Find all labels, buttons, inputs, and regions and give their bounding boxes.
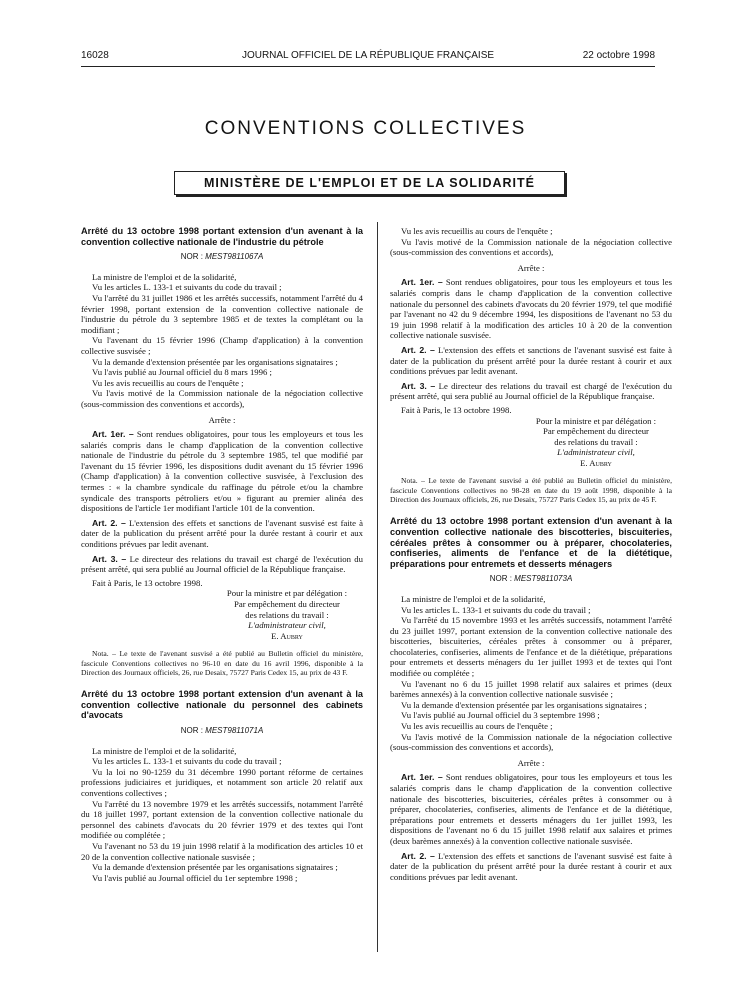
paragraph: Vu l'arrêté du 31 juillet 1986 et les arrêtés successifs, notamment l'arrêté du 4 février 1998, portant extension de la convention collective nationale de l'industrie du pétrole du 3 septembre 1985 et de textes la complétant ou la modifiant ; [81,292,363,335]
paragraph: Vu l'arrêté du 15 novembre 1993 et les arrêtés successifs, notamment l'arrêté du 23 juillet 1997, portant extension de la convention collective nationale des biscotteries, biscuiteries, céréales prêtes à consommer ou à préparer, chocolateries, confiseries, aliments de l'enfance et de la diététique, préparations pour entremets et desserts ménagers du 1er juillet 1993 et de textes qui l'ont modifiée ou complétée ; [390,615,672,679]
article-1: Art. 1er. – Sont rendues obligatoires, pour tous les employeurs et tous les salariés compris dans le champ d'application de la convention collective nationale des biscotteries, biscuiteries, céréales prêtes à consommer ou à préparer, chocolateries, confiseries, aliments de l'enfance et de la diététique, préparations pour entremets et desserts ménagers du 1er juillet 1993, les dispositions de l'avenant no 6 du 15 juillet 1998 relatif aux salaires et primes (deux barèmes annexés) à la convention collective nationale susvisée. [390,772,672,846]
article-2: Art. 2. – L'extension des effets et sanctions de l'avenant susvisé est faite à dater de la publication du présent arrêté pour la durée restant à courir et aux conditions prévues par ledit avenant. [81,517,363,550]
column-divider [377,222,378,952]
signatory-name: E. Aubry [271,630,303,641]
signature-line: Pour la ministre et par délégation : [226,588,348,599]
publication-note: Nota. – Le texte de l'avenant susvisé a été publié au Bulletin officiel du ministère, fascicule Conventions collectives no 98-28 en date du 19 août 1998, disponible à la Direction des Journaux officiels, 26, rue Desaix, 75727 Paris Cedex 15, au prix de 45 F. [390,476,672,505]
signature-line: des relations du travail : [554,436,638,447]
paragraph: Vu l'avenant du 15 février 1996 (Champ d'application) à la convention collective susvisée ; [81,335,363,356]
paragraph: La ministre de l'emploi et de la solidarité, [92,745,237,756]
arrete-label: Arrête : [517,262,545,273]
article-1: Art. 1er. – Sont rendues obligatoires, pour tous les employeurs et tous les salariés compris dans le champ d'application de la convention collective nationale de l'industrie du pétrole du 3 septembre 1985, tel que modifié par l'avenant du 15 février 1996, les dispositions dudit avenant du 15 février 1996 (Champ d'application) à la convention collective susvisée, à l'exclusion des termes : « la chambre syndicale du raffinage du pétrole et/ou la chambre syndicale des transports pétroliers et/ou » figurant au premier alinéa des dispositions de l'article 1er modifiant l'article 101 de la convention. [81,429,363,514]
header-rule [81,66,655,67]
decree-title: Arrêté du 13 octobre 1998 portant extension d'un avenant à la convention collective nationale des biscotteries, biscuiteries, céréales prêtes à consommer ou à préparer, chocolateries, confiseries, aliments de l'enfance et de la diététique, préparations pour entremets et desserts ménagers [390,516,672,569]
article-2: Art. 2. – L'extension des effets et sanctions de l'avenant susvisé est faite à dater de la publication du présent arrêté pour la durée restant à courir et aux conditions prévues par ledit avenant. [390,344,672,377]
journal-title: JOURNAL OFFICIEL DE LA RÉPUBLIQUE FRANÇAISE [241,50,495,61]
paragraph: Vu l'avis publié au Journal officiel du 1er septembre 1998 ; [92,872,298,883]
paragraph: Vu les articles L. 133-1 et suivants du code du travail ; [401,604,591,615]
paragraph: La ministre de l'emploi et de la solidarité, [401,593,546,604]
paragraph: La ministre de l'emploi et de la solidarité, [92,271,237,282]
nor-reference: NOR : MEST9811071A [180,726,264,736]
arrete-label: Arrête : [208,414,236,425]
nor-reference: NOR : MEST9811073A [489,574,573,584]
paragraph: Vu la demande d'extension présentée par les organisations signataires ; [92,862,338,873]
left-column [81,226,363,883]
page-header [81,48,655,64]
decree-title: Arrêté du 13 octobre 1998 portant extension d'un avenant à la convention collective nationale de l'industrie du pétrole [81,226,363,247]
signature-line: des relations du travail : [245,609,329,620]
arrete-label: Arrête : [517,757,545,768]
paragraph: Vu l'avenant no 53 du 19 juin 1998 relatif à la modification des articles 10 et 20 de la convention collective nationale susvisée ; [81,840,363,862]
section-title: CONVENTIONS COLLECTIVES [204,118,527,139]
paragraph: Vu l'avis motivé de la Commission nationale de la négociation collective (sous-commission des conventions et accords), [390,236,672,258]
page-number: 16028 [81,50,109,61]
paragraph: Vu l'arrêté du 13 novembre 1979 et les arrêtés successifs, notamment l'arrêté du 18 juillet 1997, portant extension de la convention collective nationale du personnel des cabinets d'avocats du 20 février 1979 et des textes qui l'ont modifiée ou complétée ; [81,798,363,841]
decree-title: Arrêté du 13 octobre 1998 portant extension d'un avenant à la convention collective nationale du personnel des cabinets d'avocats [81,689,363,721]
paragraph: Vu la demande d'extension présentée par les organisations signataires ; [92,356,338,367]
signing-place-date: Fait à Paris, le 13 octobre 1998. [401,404,512,415]
article-3: Art. 3. – Le directeur des relations du travail est chargé de l'exécution du présent arrêté, qui sera publié au Journal officiel de la République française. [81,553,363,575]
paragraph: Vu les avis recueillis au cours de l'enquête ; [401,226,553,236]
publication-note: Nota. – Le texte de l'avenant susvisé a été publié au Bulletin officiel du ministère, fascicule Conventions collectives no 96-10 en date du 16 avril 1996, disponible à la Direction des Journaux officiels, 26, rue Desaix, 75727 Paris Cedex 15, au prix de 43 F. [81,649,363,677]
paragraph: Vu l'avis motivé de la Commission nationale de la négociation collective (sous-commission des conventions et accords), [390,731,672,753]
paragraph: Vu l'avis publié au Journal officiel du 3 septembre 1998 ; [401,710,600,721]
ministry-banner: MINISTÈRE DE L'EMPLOI ET DE LA SOLIDARITÉ [174,171,565,195]
paragraph: Vu l'avis motivé de la Commission nationale de la négociation collective (sous-commission des conventions et accords), [81,388,363,409]
signature-line: Par empêchement du directeur [234,599,340,609]
signature-line: L'administrateur civil, [248,620,326,631]
article-2: Art. 2. – L'extension des effets et sanctions de l'avenant susvisé est faite à dater de la publication du présent arrêté pour la durée restant à courir et aux conditions prévues par ledit avenant. [390,850,672,882]
signature-line: Par empêchement du directeur [543,426,649,437]
nor-reference: NOR : MEST9811067A [180,252,264,262]
paragraph: Vu la loi no 90-1259 du 31 décembre 1990 portant réforme de certaines professions judiciaires et juridiques, et notamment son article 20 relatif aux conventions collectives ; [81,766,363,799]
paragraph: Vu l'avenant no 6 du 15 juillet 1998 relatif aux salaires et primes (deux barèmes annexés) à la convention collective nationale susvisée ; [390,678,672,700]
article-1: Art. 1er. – Sont rendues obligatoires, pour tous les employeurs et tous les salariés compris dans le champ d'application de la convention collective nationale du personnel des cabinets d'avocats du 20 février 1979, tel que modifié par l'avenant no 42 du 9 décembre 1994, les dispositions de l'avenant no 53 du 19 juin 1998 relatif à la modification des articles 10 à 20 de la convention collective nationale susvisée. [390,277,672,341]
signing-place-date: Fait à Paris, le 13 octobre 1998. [92,577,203,588]
paragraph: Vu les articles L. 133-1 et suivants du code du travail ; [92,282,282,293]
signatory-name: E. Aubry [580,457,612,468]
paragraph: Vu les articles L. 133-1 et suivants du code du travail ; [92,756,282,767]
right-column [390,226,672,882]
paragraph: Vu l'avis publié au Journal officiel du 8 mars 1996 ; [92,367,272,378]
paragraph: Vu les avis recueillis au cours de l'enquête ; [92,377,244,388]
article-3: Art. 3. – Le directeur des relations du travail est chargé de l'exécution du présent arrêté, qui sera publié au Journal officiel de la République française. [390,380,672,402]
paragraph: Vu la demande d'extension présentée par les organisations signataires ; [401,699,647,710]
signature-line: L'administrateur civil, [557,447,635,458]
signature-line: Pour la ministre et par délégation : [535,415,657,426]
publication-date: 22 octobre 1998 [582,50,655,61]
paragraph: Vu les avis recueillis au cours de l'enquête ; [401,721,553,732]
